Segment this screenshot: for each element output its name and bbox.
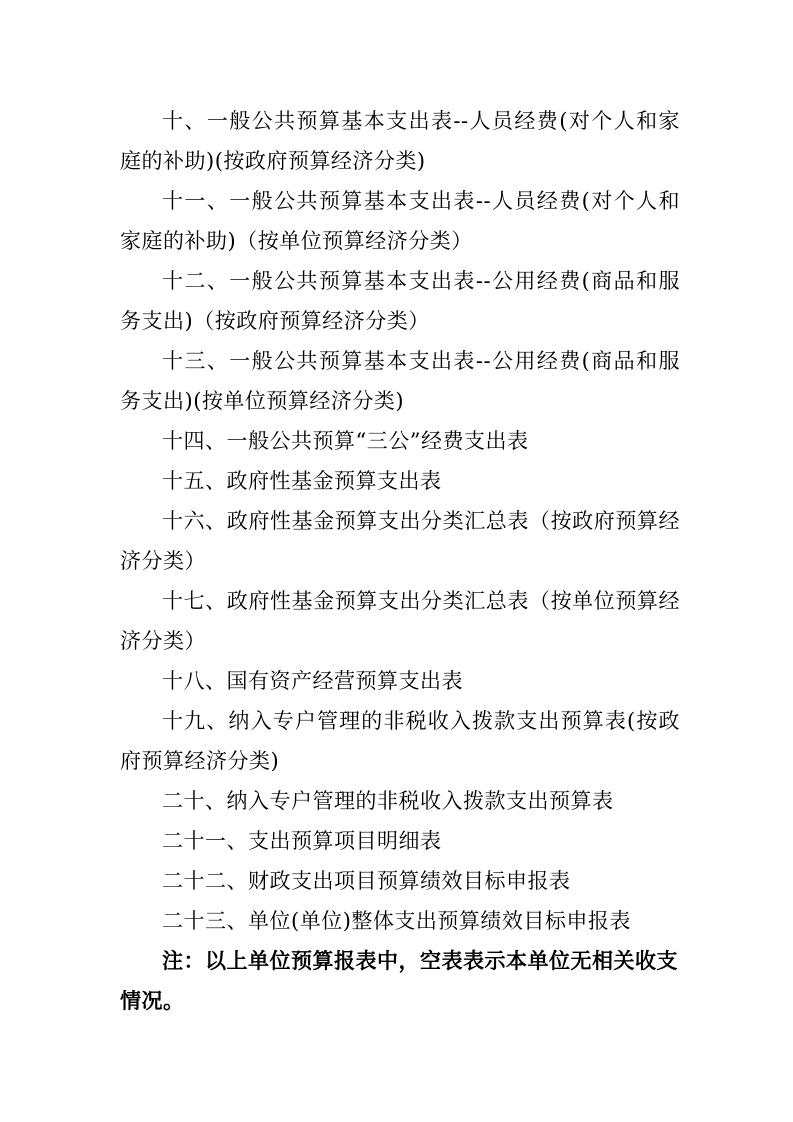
list-item: 十三、一般公共预算基本支出表--公用经费(商品和服务支出)(按单位预算经济分类) — [120, 349, 680, 413]
list-item: 十八、国有资产经营预算支出表 — [162, 669, 463, 693]
list-item: 十一、一般公共预算基本支出表--人员经费(对个人和家庭的补助)（按单位预算经济分类） — [120, 189, 680, 253]
list-item: 二十一、支出预算项目明细表 — [162, 829, 442, 853]
report-list — [120, 101, 680, 1021]
list-item: 十九、纳入专户管理的非税收入拨款支出预算表(按政府预算经济分类) — [120, 709, 680, 773]
list-item: 十五、政府性基金预算支出表 — [162, 469, 442, 493]
list-item: 十七、政府性基金预算支出分类汇总表（按单位预算经济分类） — [120, 589, 680, 653]
list-item: 二十、纳入专户管理的非税收入拨款支出预算表 — [162, 789, 614, 813]
list-item: 十四、一般公共预算“三公”经费支出表 — [162, 429, 529, 453]
list-item: 二十三、单位(单位)整体支出预算绩效目标申报表 — [162, 909, 631, 933]
list-item: 二十二、财政支出项目预算绩效目标申报表 — [162, 869, 571, 893]
footnote: 注：以上单位预算报表中，空表表示本单位无相关收支情况。 — [120, 949, 678, 1013]
list-item: 十、一般公共预算基本支出表--人员经费(对个人和家庭的补助)(按政府预算经济分类) — [120, 109, 680, 173]
list-item: 十二、一般公共预算基本支出表--公用经费(商品和服务支出)（按政府预算经济分类） — [120, 269, 680, 333]
list-item: 十六、政府性基金预算支出分类汇总表（按政府预算经济分类） — [120, 509, 680, 573]
